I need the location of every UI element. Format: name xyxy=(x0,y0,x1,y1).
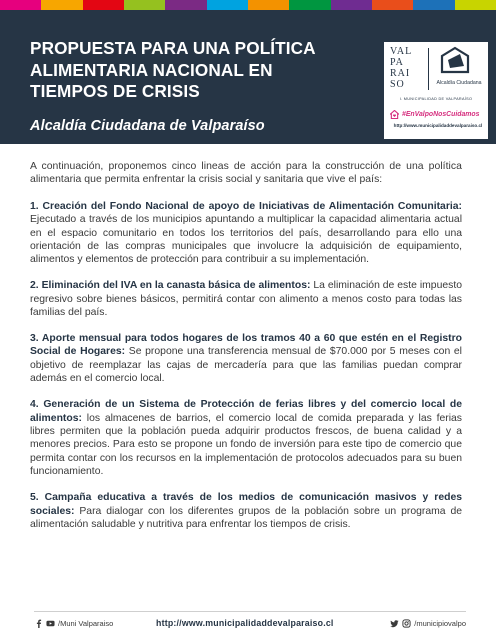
proposal-item xyxy=(30,279,462,319)
title-line: ALIMENTARIA NACIONAL EN xyxy=(30,59,273,80)
proposal-body: Se propone una transferencia mensual de $70.000 por 5 meses con el objetivo de reemplazar las cajas de mercadería para que las familias puedan comprar además en el comercio local. xyxy=(30,346,462,385)
footer-social-right xyxy=(390,619,466,628)
color-segment xyxy=(372,0,413,10)
proposal-title: 2. Eliminación del IVA en la canasta básica de alimentos: xyxy=(30,280,311,292)
intro-paragraph: A continuación, proponemos cinco lineas de acción para la construcción de una política alimentaria que permita enfrentar la crisis social y sanitaria que vive el país: xyxy=(30,161,462,186)
page-title xyxy=(30,38,360,103)
proposal-body: Ejecutado a través de los municipios apuntando a multiplicar la capacidad alimentaria actual en el espacio comunitario en todos los territorios del país, desarrollando para ello una orientación de las compras municipales que involucre la adquisición de equipamiento, alimentos y elementos de protección para contribuir a su implementación. xyxy=(30,214,462,266)
color-segment xyxy=(0,0,41,10)
footer-website-link[interactable]: http://www.municipalidaddevalparaiso.cl xyxy=(156,618,334,628)
twitter-icon[interactable] xyxy=(390,619,399,628)
proposal-body: Para dialogar con los diferentes grupos de la población sobre un programa de alimentación saludable y nutritiva para enfrentar los tiempos de crisis. xyxy=(30,505,462,530)
proposal-item xyxy=(30,200,462,267)
footer xyxy=(34,616,466,632)
municipality-label: I. MUNICIPALIDAD DE VALPARAÍSO xyxy=(399,97,473,101)
proposal-item xyxy=(30,491,462,531)
color-segment xyxy=(165,0,206,10)
valparaiso-logo: VAL PA RAI SO xyxy=(390,46,413,90)
proposal-item xyxy=(30,332,462,386)
page-subtitle: Alcaldía Ciudadana de Valparaíso xyxy=(30,118,265,134)
proposal-body: La eliminación de este impuesto regresivo sobre bienes básicos, permitirá contar con alimento a menos costo para todas las familias del país. xyxy=(30,280,462,319)
logo-website-link[interactable]: http://www.municipalidaddevalparaiso.cl xyxy=(393,123,483,128)
color-segment xyxy=(289,0,330,10)
footer-left-handle[interactable]: /Muni Valparaiso xyxy=(58,619,114,628)
color-segment xyxy=(248,0,289,10)
proposal-title: 4. Generación de un Sistema de Protección de ferias libres y del comercio local de alimentos: xyxy=(30,399,462,424)
footer-divider xyxy=(34,611,466,612)
proposal-title: 3. Aporte mensual para todos hogares de los tramos 40 a 60 que estén en el Registro Social de Hogares: xyxy=(30,333,462,358)
color-segment xyxy=(455,0,496,10)
alcaldia-label: Alcaldía Ciudadana xyxy=(436,80,482,86)
footer-right-handle[interactable]: /municipiovalpo xyxy=(414,619,466,628)
color-segment xyxy=(331,0,372,10)
house-icon xyxy=(390,110,399,119)
brand-color-bar xyxy=(0,0,496,10)
title-line: PROPUESTA PARA UNA POLÍTICA xyxy=(30,38,316,58)
title-line: TIEMPOS DE CRISIS xyxy=(30,81,200,101)
facebook-icon[interactable] xyxy=(34,619,43,628)
instagram-icon[interactable] xyxy=(402,619,411,628)
color-segment xyxy=(41,0,82,10)
footer-social-left xyxy=(34,619,113,628)
proposal-title: 1. Creación del Fondo Nacional de apoyo de Iniciativas de Alimentación Comunitaria: xyxy=(30,200,462,212)
youtube-icon[interactable] xyxy=(46,619,55,628)
header-banner xyxy=(0,10,496,144)
proposal-body: los almacenes de barrios, el comercio local de comida preparada y las ferias libres permiten que la población pueda adquirir productos frescos, de buena calidad y a menores precios. Para esto se propone un fondo de inversión para este tipo de comercio que permita contar con los recursos en la implementación de protocolos adecuados para su buen funcionamiento. xyxy=(30,412,462,478)
color-segment xyxy=(413,0,454,10)
hashtag-row xyxy=(390,109,486,119)
proposal-title: 5. Campaña educativa a través de los medios de comunicación masivos y redes sociales: xyxy=(30,492,462,517)
document-body xyxy=(30,160,462,544)
color-segment xyxy=(207,0,248,10)
color-segment xyxy=(124,0,165,10)
logo-panel xyxy=(384,42,488,139)
color-segment xyxy=(83,0,124,10)
alcaldia-logo-icon xyxy=(440,46,470,76)
logo-divider xyxy=(428,48,429,90)
hashtag-text: #EnValpoNosCuidamos xyxy=(402,110,480,118)
proposal-item xyxy=(30,398,462,478)
